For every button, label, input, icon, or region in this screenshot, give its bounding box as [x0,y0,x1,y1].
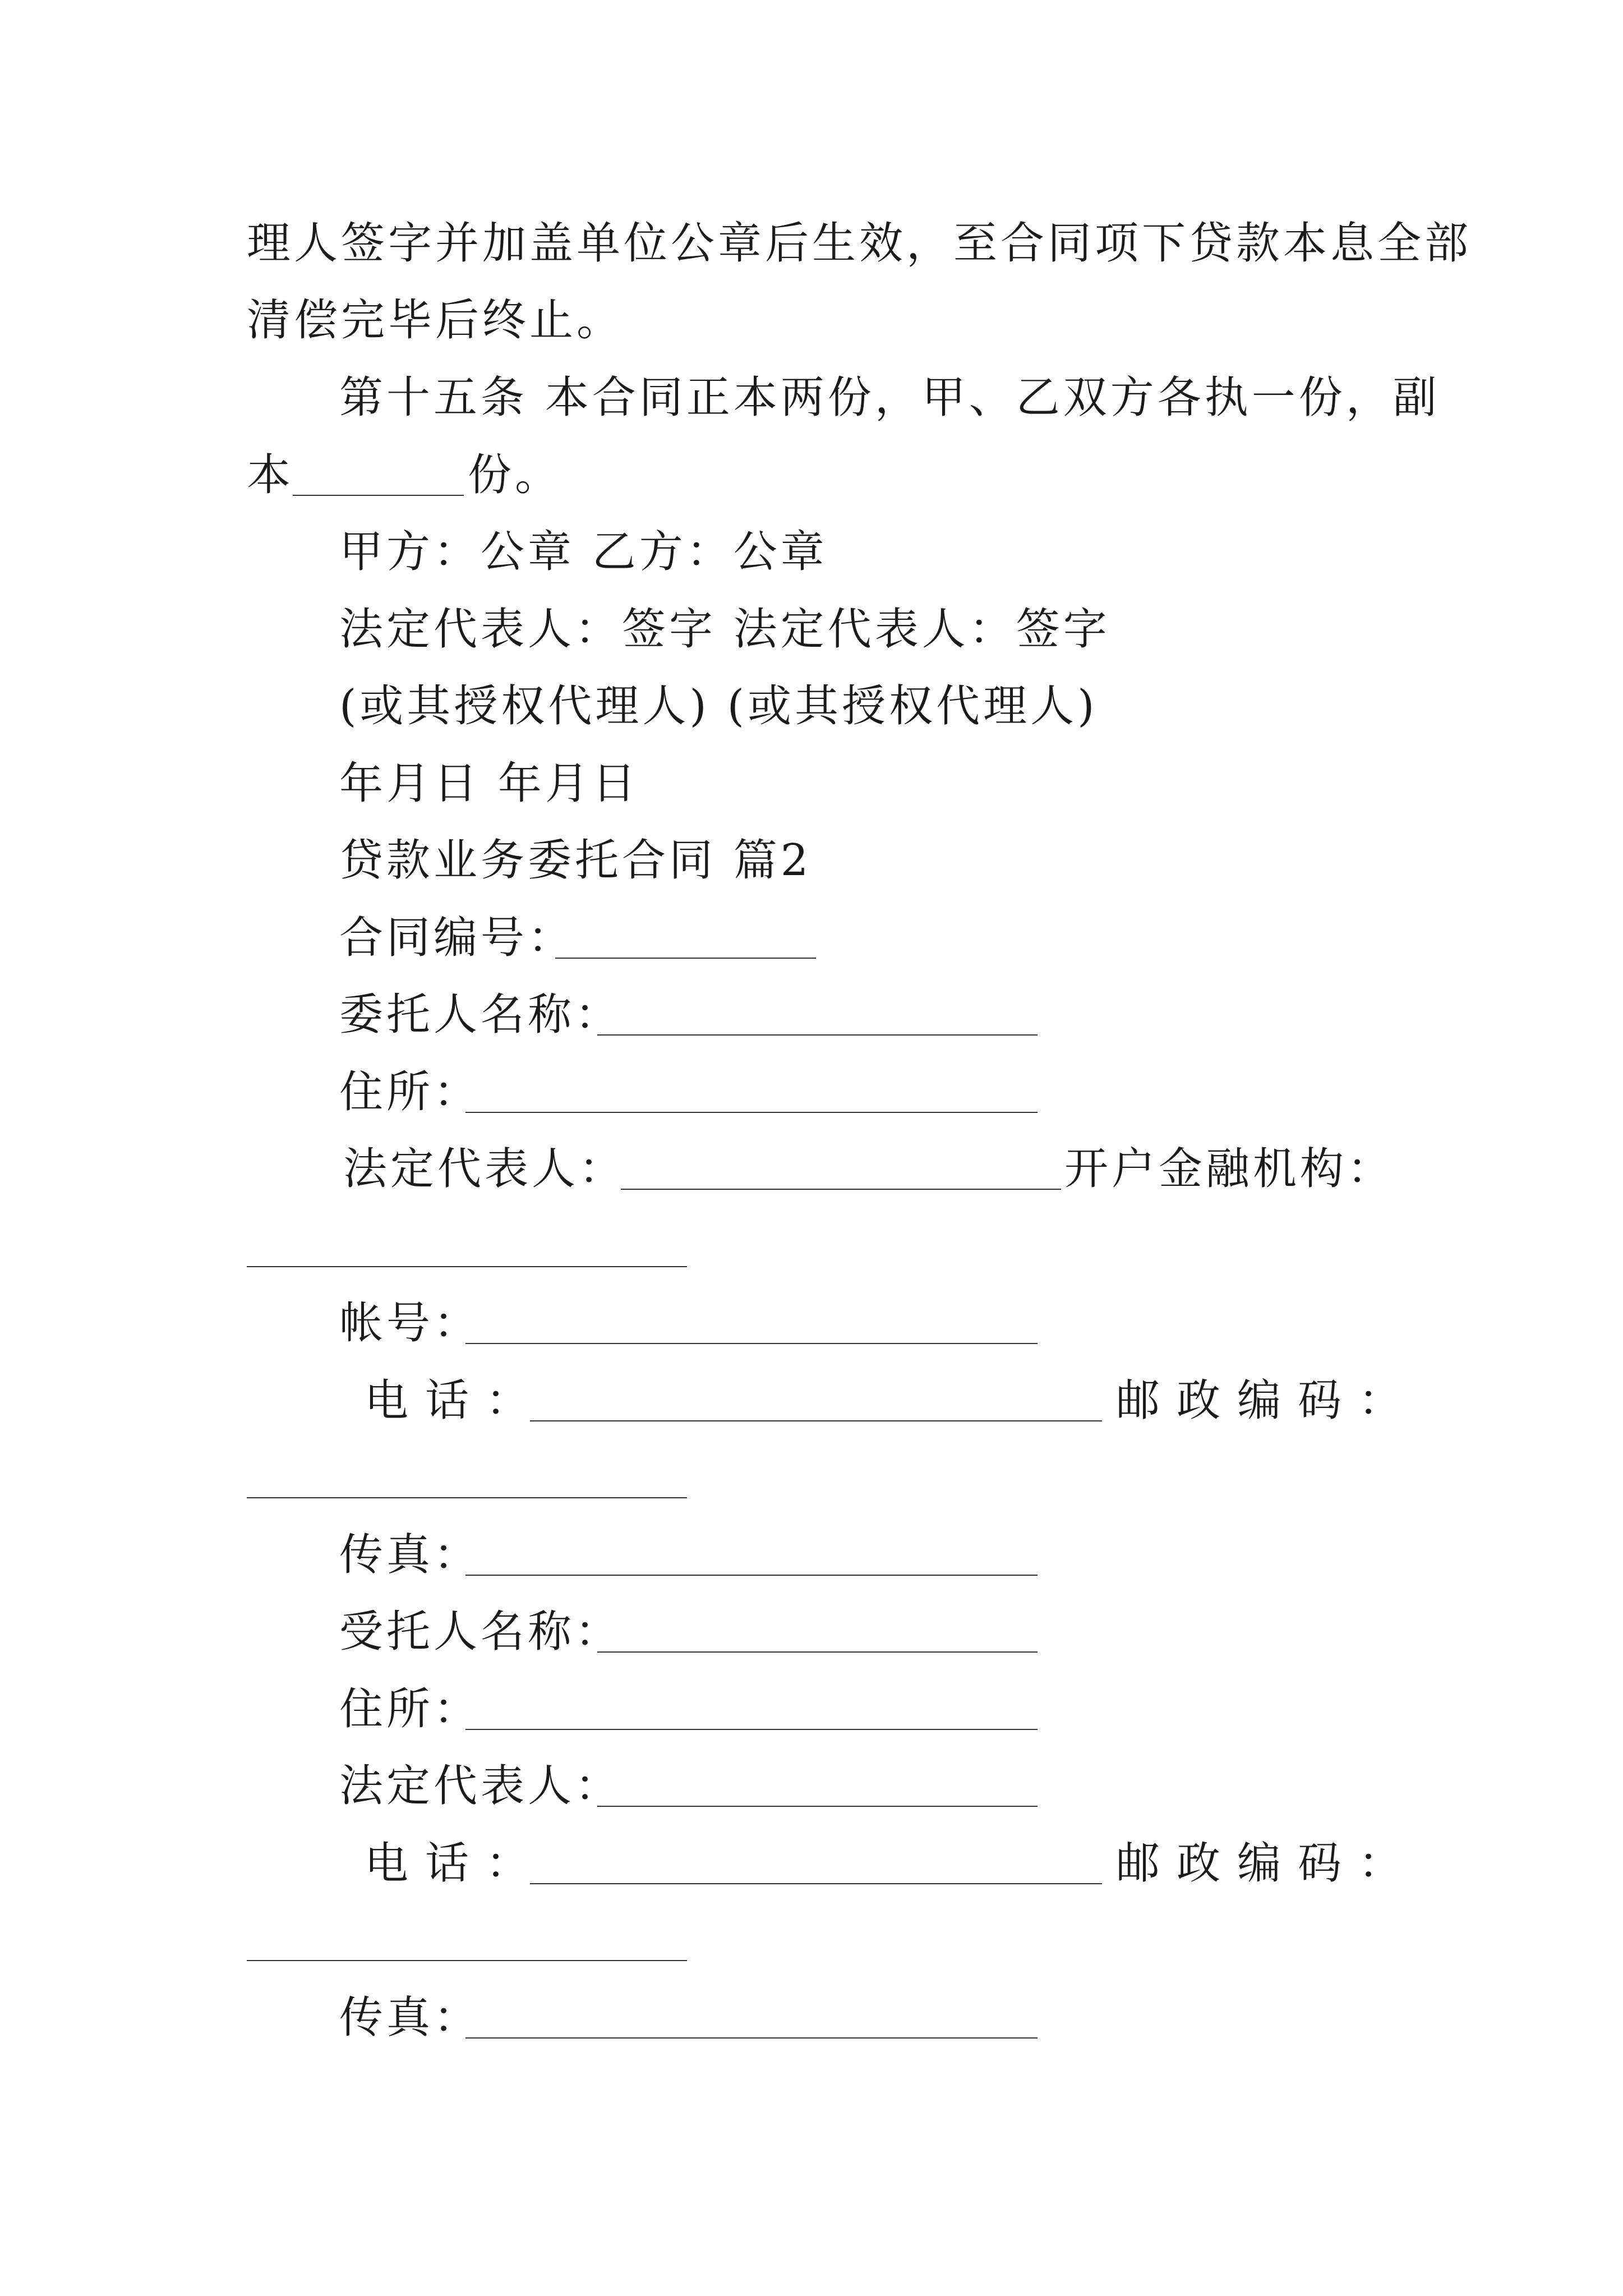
principal-address-field[interactable] [465,1112,1038,1113]
principal-postcode-field[interactable] [247,1497,687,1498]
agent-legal-rep-field[interactable] [597,1806,1038,1807]
agent-phone-label: 电话： [365,1838,547,1889]
agent-address-field[interactable] [465,1729,1038,1730]
principal-legal-rep-label: 法定代表人： [343,1144,626,1194]
contract-no-label: 合同编号： [339,913,575,963]
principal-postcode-label: 邮政编码： [1116,1375,1419,1426]
section-title: 贷款业务委托合同 篇2 [339,835,812,886]
account-field[interactable] [465,1343,1038,1344]
agent-postcode-label: 邮政编码： [1116,1838,1419,1889]
agent-legal-rep-label: 法定代表人： [339,1761,623,1811]
party-dates: 年月日 年月日 [339,758,639,809]
copies-blank[interactable] [293,495,464,496]
agent-phone-field[interactable] [530,1883,1102,1884]
principal-legal-rep-field[interactable] [621,1189,1061,1190]
principal-phone-field[interactable] [530,1420,1102,1421]
principal-phone-label: 电话： [365,1375,547,1426]
agent-fax-field[interactable] [465,2037,1038,2039]
contract-no-field[interactable] [555,958,816,959]
agent-name-label: 受托人名称： [339,1607,623,1657]
bank-field[interactable] [247,1266,687,1267]
principal-address-label: 住所： [339,1067,481,1117]
agent-postcode-field[interactable] [247,1960,687,1961]
agent-address-label: 住所： [339,1684,481,1734]
agent-fax-label: 传真： [339,1993,481,2043]
party-agents: (或其授权代理人) (或其授权代理人) [339,681,1098,731]
article-15-line: 第十五条 本合同正本两份，甲、乙双方各执一份，副 [339,372,1440,423]
principal-name-field[interactable] [597,1034,1038,1036]
agent-name-field[interactable] [597,1651,1038,1653]
principal-fax-label: 传真： [339,1530,481,1580]
principal-name-label: 委托人名称： [339,990,623,1040]
copies-suffix: 份。 [468,450,562,500]
bank-label: 开户金融机构： [1064,1144,1395,1194]
principal-fax-field[interactable] [465,1575,1038,1576]
account-label: 帐号： [339,1298,481,1349]
text-line-1: 理人签字并加盖单位公章后生效，至合同项下贷款本息全部 [247,218,1472,269]
copies-prefix: 本 [247,450,294,500]
text-line-2: 清偿完毕后终止。 [247,295,624,346]
party-seals: 甲方：公章 乙方：公章 [339,527,828,577]
party-legal-reps: 法定代表人：签字 法定代表人：签字 [339,604,1110,655]
